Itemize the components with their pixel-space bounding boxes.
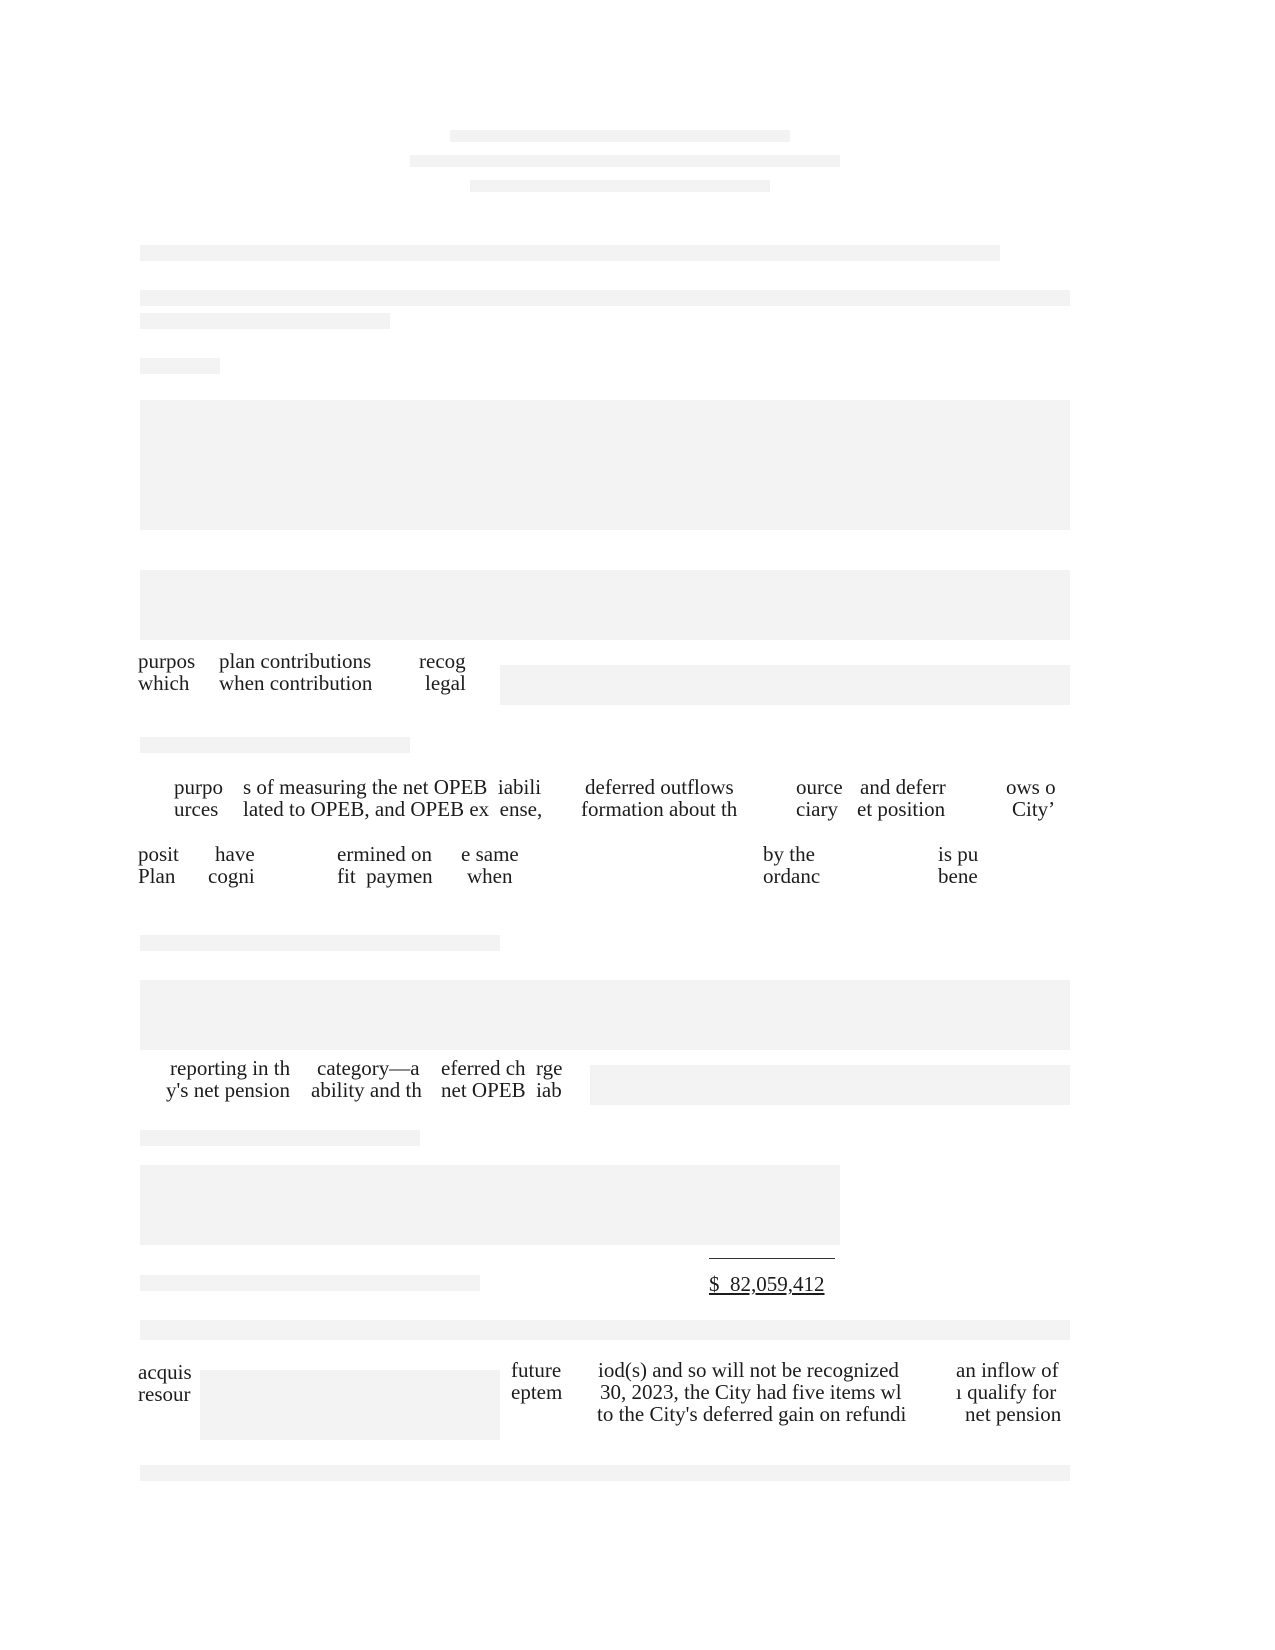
opeb-col6-line2: City’	[1012, 797, 1056, 821]
inflows-col4-line2: ı qualify for	[956, 1380, 1057, 1404]
faded-header-line	[450, 130, 790, 142]
opeb-col4-line1: ource	[796, 775, 843, 799]
deferred-charge-col2-line2: ability and th	[311, 1078, 422, 1102]
deferred-charge-col2-line1: category—a	[317, 1056, 420, 1080]
faded-paragraph	[140, 313, 390, 329]
opeb-col6-line1: ows o	[1006, 775, 1056, 799]
faded-header-line	[410, 155, 840, 167]
faded-header-line	[470, 180, 770, 192]
faded-heading	[140, 737, 410, 753]
faded-paragraph	[140, 1320, 1070, 1340]
faded-heading	[140, 358, 220, 374]
faded-table-label	[140, 1275, 480, 1291]
plan-contrib-col1-line2: which	[138, 671, 190, 695]
plan-contrib-col2-line1: plan contributions	[219, 649, 372, 673]
inflows-col2-line2: eptem	[511, 1380, 563, 1404]
inflows-col4-line3: net pension	[965, 1402, 1062, 1426]
total-amount: $ 82,059,412	[709, 1272, 825, 1296]
inflows-col3-line2: 30, 2023, the City had five items wl	[600, 1380, 902, 1404]
faded-heading	[140, 1130, 420, 1146]
faded-paragraph	[140, 980, 1070, 1050]
faded-paragraph	[140, 245, 1000, 261]
opeb-col1-line1: purpo	[174, 775, 223, 799]
deferred-charge-col1-line2: y's net pension	[166, 1078, 290, 1102]
faded-paragraph	[500, 665, 1070, 705]
faded-table	[140, 1165, 840, 1245]
inflows-col2-line1: future	[511, 1358, 562, 1382]
fiduciary-col5-line2: ordanc	[763, 864, 821, 888]
inflows-col1-line1: acquis	[138, 1360, 192, 1384]
fiduciary-col5-line1: by the	[763, 842, 815, 866]
plan-contrib-col3-line2: legal	[425, 671, 466, 695]
faded-paragraph	[140, 290, 1070, 306]
fiduciary-col4-line2: when	[467, 864, 513, 888]
deferred-charge-col3-line2: net OPEB iab	[441, 1078, 562, 1102]
opeb-col4-line2: ciary	[796, 797, 838, 821]
fiduciary-col2-line1: have	[215, 842, 255, 866]
total-rule	[709, 1258, 835, 1259]
inflows-col1-line2: resour	[138, 1382, 191, 1406]
fiduciary-col4-line1: e same	[461, 842, 519, 866]
deferred-charge-col3-line1: eferred ch rge	[441, 1056, 563, 1080]
faded-heading	[140, 935, 500, 951]
faded-paragraph	[140, 400, 1070, 530]
opeb-col5-line2: et position	[857, 797, 946, 821]
inflows-col4-line1: an inflow of	[956, 1358, 1059, 1382]
fiduciary-col6-line1: is pu	[938, 842, 979, 866]
fiduciary-col1-line2: Plan	[138, 864, 176, 888]
fiduciary-col6-line2: bene	[938, 864, 978, 888]
fiduciary-col2-line2: cogni	[208, 864, 255, 888]
fiduciary-col1-line1: posit	[138, 842, 179, 866]
opeb-col2-line2: lated to OPEB, and OPEB ex ense,	[243, 797, 543, 821]
faded-paragraph	[140, 1465, 1070, 1481]
plan-contrib-col1-line1: purpos	[138, 649, 196, 673]
faded-paragraph	[590, 1065, 1070, 1105]
faded-paragraph	[200, 1370, 500, 1440]
opeb-col3-line2: formation about th	[581, 797, 738, 821]
fiduciary-col3-line1: ermined on	[337, 842, 433, 866]
inflows-col3-line1: iod(s) and so will not be recognized	[598, 1358, 899, 1382]
deferred-charge-col1-line1: reporting in th	[170, 1056, 291, 1080]
faded-paragraph	[140, 570, 1070, 640]
opeb-col2-line1: s of measuring the net OPEB iabili	[243, 775, 542, 799]
plan-contrib-col3-line1: recog	[419, 649, 466, 673]
opeb-col5-line1: and deferr	[860, 775, 946, 799]
opeb-col1-line2: urces	[174, 797, 219, 821]
opeb-col3-line1: deferred outflows	[585, 775, 734, 799]
inflows-col3-line3: to the City's deferred gain on refundi	[597, 1402, 907, 1426]
fiduciary-col3-line2: fit paymen	[337, 864, 433, 888]
plan-contrib-col2-line2: when contribution	[219, 671, 373, 695]
